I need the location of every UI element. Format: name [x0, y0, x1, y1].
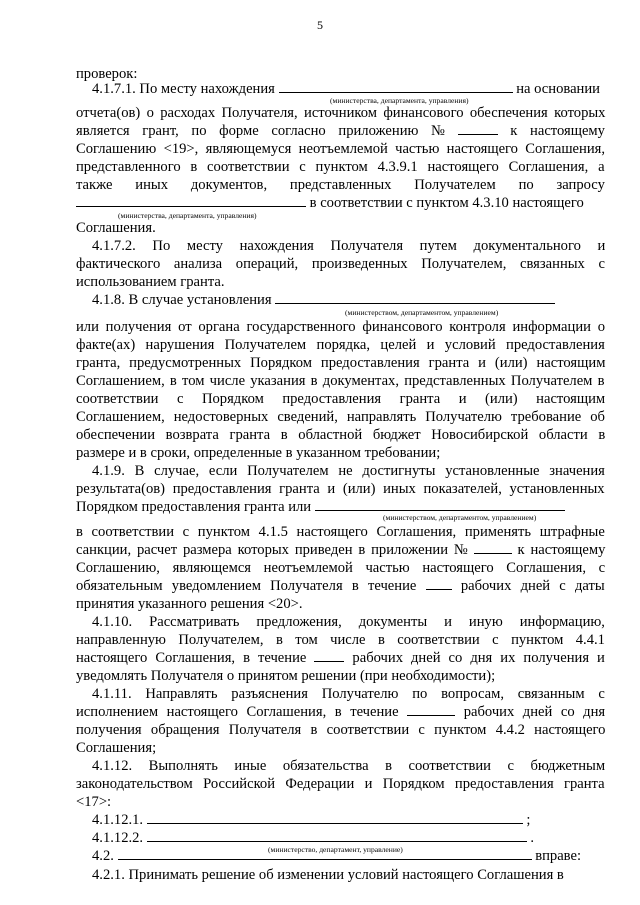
line-text: .: [530, 830, 535, 846]
line-text: рабочих дней со дня их получения и: [352, 650, 605, 666]
line-text: на основании: [516, 81, 600, 97]
page-number: 5: [317, 18, 323, 32]
line-text: вправе:: [535, 848, 582, 864]
blank-field: [458, 122, 498, 135]
text-line: [76, 122, 605, 140]
text-line: [92, 291, 555, 309]
line-text: представленного в соответствии с пунктом 4.3.9.1 настоящего Соглашения, а: [76, 159, 605, 175]
blank-field: [407, 703, 455, 716]
text-line: [76, 219, 156, 237]
text-line: [76, 541, 605, 559]
blank-field: [275, 291, 555, 304]
text-line: [76, 480, 605, 498]
line-text: Соглашению, являющемся неотъемлемой частью настоящего Соглашения, с: [76, 560, 606, 576]
line-text: соответствии с Порядком предоставления гранта и (или) настоящим: [76, 391, 606, 407]
line-text: уведомлять Получателя о принятом решении (при необходимости);: [76, 668, 496, 684]
line-text: 4.1.7.2. По месту нахождения Получателя путем документального и: [92, 238, 606, 254]
line-text: обязательным уведомлением Получателя в течение: [76, 578, 417, 594]
line-text: размере и в сроки, определенные в указанном требовании;: [76, 445, 441, 461]
field-caption: (министерства, департамента, управления): [118, 211, 257, 220]
text-line: [92, 811, 530, 829]
line-text: Соглашением, недостоверных сведений, направлять Получателю требование об: [76, 409, 605, 425]
line-text: 4.1.7.1. По месту нахождения: [92, 81, 275, 97]
line-text: гранта, предусмотренных Порядком предоставления гранта и (или) настоящим: [76, 355, 606, 371]
line-text: 4.1.10. Рассматривать предложения, документы и иную информацию,: [92, 614, 605, 630]
text-line: [76, 140, 605, 158]
line-text: к настоящему: [517, 542, 606, 558]
text-line: [76, 577, 605, 595]
blank-field: [314, 649, 344, 662]
text-line: [92, 462, 605, 480]
text-line: [76, 739, 156, 757]
text-line: [76, 703, 605, 721]
line-text: настоящего Соглашения, в течение: [76, 650, 307, 666]
line-text: Соглашением, в том числе указания в документах, представленных Получателем в: [76, 373, 605, 389]
line-text: принятия указанного решения <20>.: [76, 596, 303, 612]
blank-field: [147, 829, 527, 842]
text-line: [76, 559, 605, 577]
text-line: [76, 595, 303, 613]
text-line: [76, 793, 111, 811]
text-line: [76, 273, 225, 291]
line-text: 4.2.: [92, 848, 114, 864]
line-text: законодательством Российской Федерации и Порядком предоставления гранта: [76, 776, 605, 792]
line-text: обеспечении возврата гранта в областной бюджет Новосибирской области в: [76, 427, 606, 443]
text-line: [76, 523, 605, 541]
text-line: [76, 255, 605, 273]
text-line: [76, 104, 605, 122]
line-text: <17>:: [76, 794, 112, 810]
line-text: Соглашению <19>, являющемуся неотъемлемой частью настоящего Соглашения,: [76, 141, 606, 157]
line-text: результата(ов) предоставления гранта и (или) иных показателей, установленных: [76, 481, 605, 497]
line-text: также иных документов, представленных Получателем по запросу: [76, 177, 605, 193]
line-text: направленную Получателем, в том числе в соответствии с пунктом 4.4.1: [76, 632, 605, 648]
line-text: к настоящему: [510, 123, 605, 139]
line-text: в соответствии с пунктом 4.1.5 настоящего Соглашения, применять штрафные: [76, 524, 605, 540]
line-text: Соглашения;: [76, 740, 157, 756]
text-line: [76, 649, 605, 667]
line-text: рабочих дней с даты: [460, 578, 605, 594]
text-line: [76, 354, 605, 372]
text-line: [76, 390, 605, 408]
line-text: ;: [526, 812, 531, 828]
line-text: 4.1.8. В случае установления: [92, 292, 272, 308]
text-line: [92, 237, 605, 255]
line-text: факте(ах) нарушения Получателем порядка, целей и условий предоставления: [76, 337, 605, 353]
line-text: 4.1.12.1.: [92, 812, 144, 828]
text-line: [76, 158, 605, 176]
line-text: или получения от органа государственного финансового контроля информации о: [76, 319, 606, 335]
text-line: [76, 372, 605, 390]
text-line: [76, 444, 440, 462]
text-line: [92, 757, 605, 775]
text-line: [76, 775, 605, 793]
text-line: [76, 631, 605, 649]
field-caption: (министерством, департаментом, управлением): [345, 308, 499, 317]
line-text: отчета(ов) о расходах Получателя, источником финансового обеспечения которых: [76, 105, 606, 121]
line-text: рабочих дней со дня: [463, 704, 606, 720]
line-text: 4.1.11. Направлять разъяснения Получателю по вопросам, связанным с: [92, 686, 605, 702]
text-line: [76, 408, 605, 426]
line-text: проверок:: [76, 66, 138, 82]
blank-field: [315, 498, 565, 511]
line-text: получения обращения Получателя в соответствии с пунктом 4.4.2 настоящего: [76, 722, 606, 738]
text-line: [92, 685, 605, 703]
text-line: [92, 866, 564, 884]
line-text: в соответствии с пунктом 4.3.10 настоящего: [309, 195, 584, 211]
line-text: 4.1.12. Выполнять иные обязательства в соответствии с бюджетным: [92, 758, 606, 774]
blank-field: [279, 80, 513, 93]
text-line: [76, 667, 495, 685]
text-line: [76, 176, 605, 194]
line-text: фактического анализа операций, произведенных Получателем, связанных с: [76, 256, 605, 272]
line-text: использованием гранта.: [76, 274, 225, 290]
line-text: 4.1.12.2.: [92, 830, 144, 846]
line-text: исполнением настоящего Соглашения, в течение: [76, 704, 399, 720]
text-line: [76, 336, 605, 354]
text-line: [76, 318, 605, 336]
blank-field: [76, 194, 306, 207]
text-line: [76, 426, 605, 444]
blank-field: [147, 811, 523, 824]
field-caption: (министерство, департамент, управление): [268, 845, 403, 854]
blank-field: [474, 541, 512, 554]
line-text: является грант, по форме согласно приложению №: [76, 123, 445, 139]
field-caption: (министерством, департаментом, управлением): [383, 513, 537, 522]
text-line: [76, 194, 584, 212]
blank-field: [426, 577, 452, 590]
text-line: [92, 613, 605, 631]
line-text: 4.2.1. Принимать решение об изменении условий настоящего Соглашения в: [92, 867, 564, 883]
line-text: 4.1.9. В случае, если Получателем не достигнуты установленные значения: [92, 463, 605, 479]
text-line: [76, 721, 605, 739]
line-text: Соглашения.: [76, 220, 156, 236]
field-caption: (министерства, департамента, управления): [330, 96, 469, 105]
line-text: санкции, расчет размера которых приведен в приложении №: [76, 542, 468, 558]
line-text: Порядком предоставления гранта или: [76, 499, 312, 515]
